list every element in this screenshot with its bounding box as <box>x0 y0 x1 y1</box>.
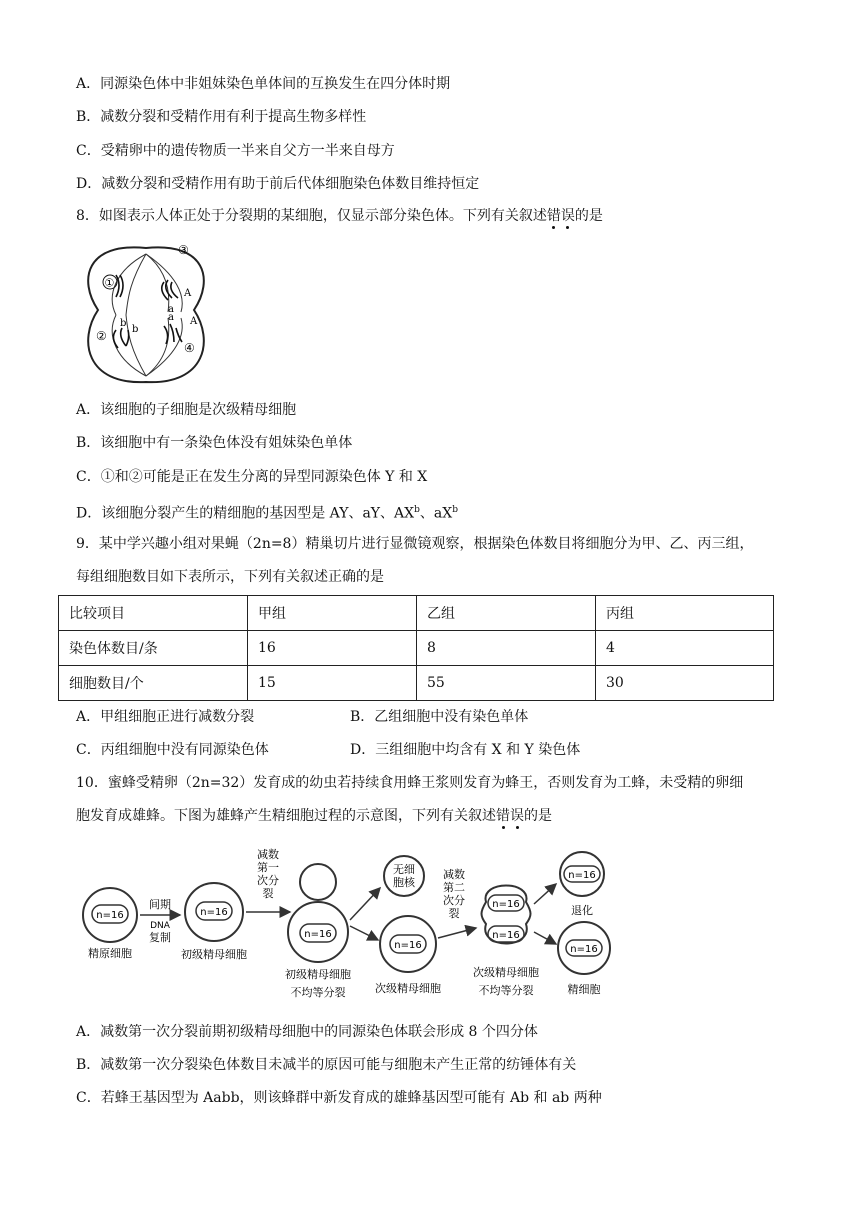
q7-option-c: C．受精卵中的遗传物质一半来自父方一半来自母方 <box>76 143 395 159</box>
q9-stem-line2: 每组细胞数目如下表所示，下列有关叙述正确的是 <box>76 569 384 585</box>
q8-stem-emphasis <box>547 208 575 224</box>
replication-label: 复制 <box>149 931 171 944</box>
q10-option-a: A．减数第一次分裂前期初级精母细胞中的同源染色体联会形成 8 个四分体 <box>76 1024 538 1040</box>
q9-option-d: D．三组细胞中均含有 X 和 Y 染色体 <box>350 742 581 758</box>
secondary-unequal-label-1: 次级精母细胞 <box>473 966 539 979</box>
table-row <box>59 631 774 666</box>
q10-stem-before: 胞发育成雄蜂。下图为雄蜂产生精细胞过程的示意图，下列有关叙述 <box>76 808 496 824</box>
no-nucleus-label-2: 胞核 <box>393 876 415 889</box>
q10-stem-line1: 10．蜜蜂受精卵（2n=32）发育成的幼虫若持续食用蜂王浆则发育为蜂王，否则发育为工蜂，未受精的卵细 <box>76 775 744 791</box>
primary-unequal-label-1: 初级精母细胞 <box>285 968 351 981</box>
gene-label-a-1: a <box>168 304 174 315</box>
q9-option-a: A．甲组细胞正进行减数分裂 <box>76 709 255 725</box>
table-header-cell: 丙组 <box>596 596 774 631</box>
table-cell: 30 <box>596 666 774 701</box>
secondary-label: 次级精母细胞 <box>375 982 441 995</box>
q8-option-d-sup1: b <box>414 505 420 515</box>
secondary-unequal-label-2: 不均等分裂 <box>478 984 534 997</box>
q8-stem-after: 的是 <box>574 208 603 224</box>
q9-stem-line1: 9．某中学兴趣小组对果蝇（2n=8）精巢切片进行显微镜观察，根据染色体数目将细胞分为甲、乙、丙三组， <box>76 536 754 552</box>
q10-stem-after: 的是 <box>524 808 552 824</box>
sperm-label: 精细胞 <box>567 983 601 996</box>
q8-option-b: B．该细胞中有一条染色体没有姐妹染色单体 <box>76 435 353 451</box>
table-cell: 55 <box>417 666 596 701</box>
q8-option-d-mid: 、aX <box>419 505 453 522</box>
emphasis-char: 错 <box>496 808 510 824</box>
label-4: ④ <box>184 341 195 355</box>
n16-text: n=16 <box>570 944 598 955</box>
table-cell: 16 <box>248 631 417 666</box>
meiosis1-label-3: 次分 <box>257 874 279 887</box>
q8-option-c: C．①和②可能是正在发生分离的异型同源染色体 Y 和 X <box>76 469 428 485</box>
q8-option-d-sup2: b <box>452 505 458 515</box>
emphasis-char: 误 <box>510 808 524 824</box>
q8-stem-before: 8．如图表示人体正处于分裂期的某细胞，仅显示部分染色体。下列有关叙述 <box>76 208 547 224</box>
q9-table <box>58 595 774 701</box>
q7-option-d: D．减数分裂和受精作用有助于前后代体细胞染色体数目维持恒定 <box>76 176 480 192</box>
table-header-cell: 比较项目 <box>59 596 248 631</box>
q10-option-c: C．若蜂王基因型为 Aabb，则该蜂群中新发育成的雄蜂基因型可能有 Ab 和 ab 两种 <box>76 1090 602 1106</box>
spermatogonium-label: 精原细胞 <box>88 947 132 960</box>
meiosis1-label-2: 第一 <box>257 861 279 874</box>
n16-text: n=16 <box>200 907 228 918</box>
label-1: ① <box>104 276 115 290</box>
interphase-label: 间期 <box>149 898 171 911</box>
no-nucleus-label-1: 无细 <box>393 863 415 876</box>
table-cell: 染色体数目/条 <box>59 631 248 666</box>
q8-stem <box>76 206 603 226</box>
label-2: ② <box>96 329 107 343</box>
meiosis2-label-4: 裂 <box>448 907 460 920</box>
q8-option-d <box>76 500 458 524</box>
meiosis1-label-4: 裂 <box>262 887 274 900</box>
table-header-cell: 甲组 <box>248 596 417 631</box>
n16-text: n=16 <box>96 910 124 921</box>
gene-label-b-2: b <box>132 324 139 335</box>
meiosis2-label-3: 次分 <box>443 894 465 907</box>
table-cell: 8 <box>417 631 596 666</box>
table-cell: 4 <box>596 631 774 666</box>
degenerate-label: 退化 <box>571 904 593 917</box>
emphasis-char: 错 <box>546 208 561 224</box>
gene-label-a-2: a <box>168 312 174 323</box>
gene-label-b-1: b <box>120 318 127 329</box>
n16-text: n=16 <box>394 940 422 951</box>
meiosis2-label-2: 第二 <box>443 881 465 894</box>
n16-text: n=16 <box>492 899 520 910</box>
q9-option-b: B．乙组细胞中没有染色单体 <box>350 709 529 725</box>
n16-text: n=16 <box>568 870 596 881</box>
table-cell: 15 <box>248 666 417 701</box>
q8-option-d-pre: D．该细胞分裂产生的精细胞的基因型是 AY、aY、AX <box>76 505 415 522</box>
q10-stem-emphasis <box>496 808 524 824</box>
q8-option-a: A．该细胞的子细胞是次级精母细胞 <box>76 402 297 418</box>
q10-stem-line2 <box>76 806 552 826</box>
table-header-cell: 乙组 <box>417 596 596 631</box>
emphasis-char: 误 <box>560 208 575 224</box>
q7-option-a: A．同源染色体中非姐妹染色单体间的互换发生在四分体时期 <box>76 76 451 92</box>
q10-option-b: B．减数第一次分裂染色体数目未减半的原因可能与细胞未产生正常的纺锤体有关 <box>76 1057 577 1073</box>
q8-cell-figure <box>76 240 216 390</box>
gene-label-A-lower: A <box>190 316 198 327</box>
primary-unequal-label-2: 不均等分裂 <box>290 986 346 999</box>
cell-membrane <box>88 247 204 382</box>
q7-option-b: B．减数分裂和受精作用有利于提高生物多样性 <box>76 109 367 125</box>
meiosis2-label-1: 减数 <box>443 868 465 881</box>
table-cell: 细胞数目/个 <box>59 666 248 701</box>
table-header-row <box>59 596 774 631</box>
meiosis1-label-1: 减数 <box>257 848 279 861</box>
label-3: ③ <box>178 243 189 257</box>
n16-text: n=16 <box>304 929 332 940</box>
q10-diagram <box>82 840 622 1010</box>
n16-text: n=16 <box>492 930 520 941</box>
q9-option-c: C．丙组细胞中没有同源染色体 <box>76 742 269 758</box>
table-row <box>59 666 774 701</box>
gene-label-A-upper: A <box>184 288 192 299</box>
primary-label: 初级精母细胞 <box>181 948 247 961</box>
dividing-top-cell <box>300 864 336 900</box>
dna-label: DNA <box>150 921 170 931</box>
